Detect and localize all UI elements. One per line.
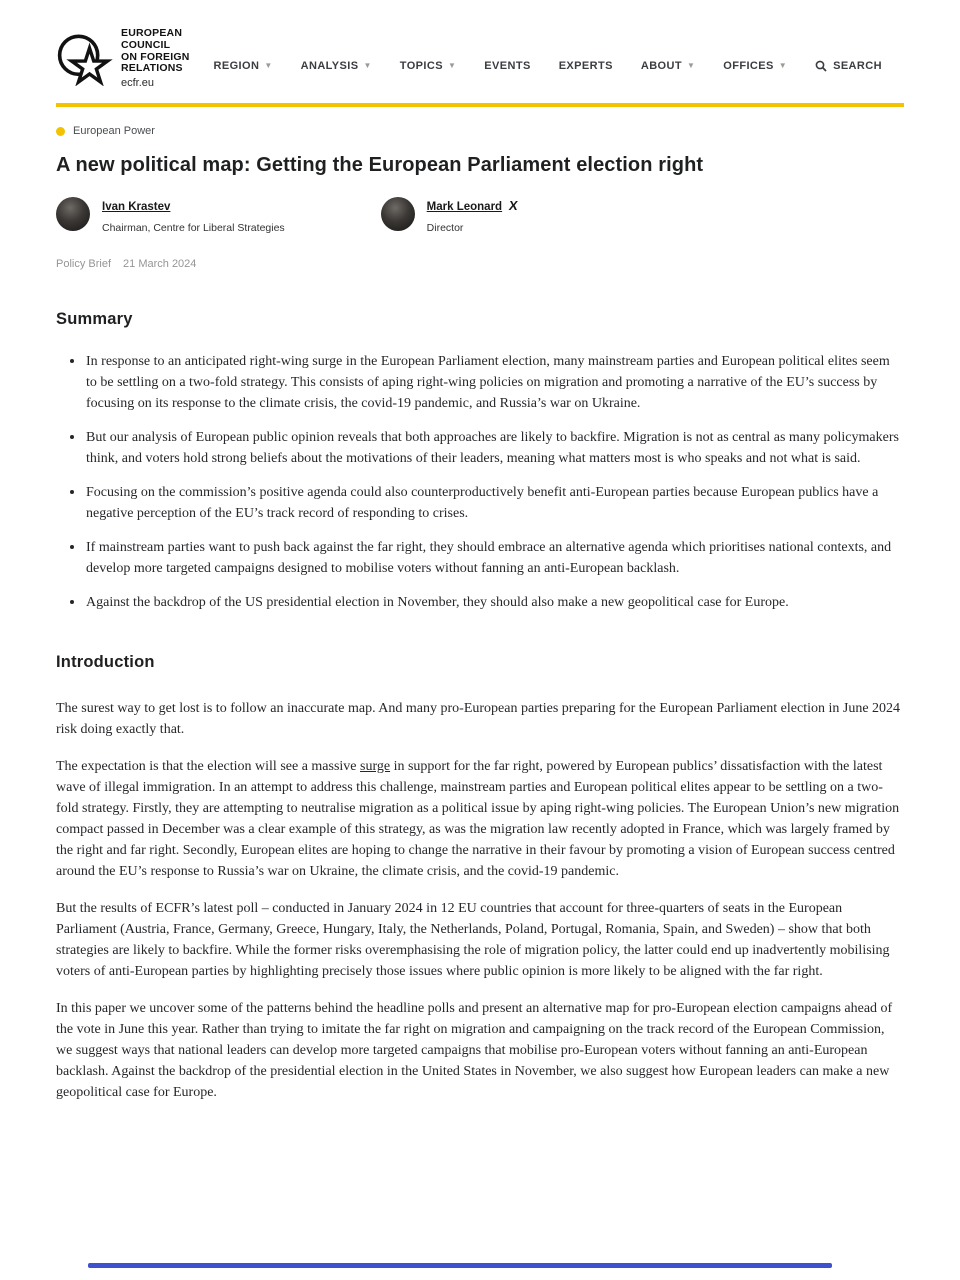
- nav-region[interactable]: [214, 60, 273, 72]
- chevron-down-icon: ▼: [686, 61, 696, 70]
- paragraph-text: The expectation is that the election will see a massive: [56, 759, 361, 774]
- summary-bullet: But our analysis of European public opinion reveals that both approaches are likely to backfire. Migration is not as central as many policymakers think, and voters hold strong beliefs about the motivations of their leaders, meaning what matters most is who speaks and not what is said.: [56, 427, 904, 469]
- logo-line: RELATIONS: [121, 62, 183, 75]
- surge-link[interactable]: surge: [360, 759, 391, 774]
- summary-bullet: If mainstream parties want to push back against the far right, they should embrace an alternative agenda which prioritises national contexts, and develop more targeted campaigns designed to mobilise voters without fanning an anti-European backlash.: [56, 537, 904, 579]
- chevron-down-icon: ▼: [778, 61, 788, 70]
- nav-label: EXPERTS: [558, 60, 613, 72]
- summary-list: [56, 351, 904, 613]
- paragraph-text: in support for the far right, powered by European publics’ dissatisfaction with the latest wave of illegal immigration. In an attempt to address this challenge, mainstream parties and European political elites appear to be settling on a two-fold strategy. Firstly, they are attempting to neutralise migration as a political issue by aping right-wing policies. The European Union’s new migration compact passed in December was a clear example of this strategy, as was the migration law recently adopted in France, which was largely framed by the right and far right. Secondly, European elites are hoping to change the narrative in their favour by promoting a vision of European success centred around the EU’s response to Russia’s war on Ukraine, the climate crisis, and the covid-19 pandemic.: [56, 759, 900, 879]
- summary-bullet: Against the backdrop of the US presidential election in November, they should also make a new geopolitical case for Europe.: [56, 592, 904, 613]
- nav-label: OFFICES: [723, 60, 774, 72]
- category-dot-icon: [56, 127, 65, 136]
- intro-paragraph: In this paper we uncover some of the patterns behind the headline polls and present an alternative map for pro-European election campaigns ahead of the vote in June this year. Rather than trying to imitate the far right on migration and campaigning on the track record of the European Commission, we suggest ways that national leaders can develop more targeted campaigns that mobilise pro-European voters without fanning an anti-European backlash. Against the backdrop of the presidential election in the United States in November, we also suggest how European leaders can make a new geopolitical case for Europe.: [56, 1001, 893, 1100]
- author-role: Chairman, Centre for Liberal Strategies: [102, 222, 285, 234]
- accent-bar: [56, 103, 904, 107]
- author-name-link[interactable]: Mark Leonard: [426, 201, 503, 213]
- nav-label: TOPICS: [399, 60, 443, 72]
- search-icon: [815, 60, 827, 72]
- intro-paragraph: The surest way to get lost is to follow an inaccurate map. And many pro-European parties preparing for the European Parliament election in June 2024 risk doing exactly that.: [56, 701, 901, 737]
- article-title: A new political map: Getting the European Parliament election right: [56, 154, 704, 176]
- author-avatar[interactable]: [381, 197, 415, 231]
- nav-search[interactable]: [815, 60, 882, 72]
- nav-label: EVENTS: [484, 60, 531, 72]
- intro-paragraph: But the results of ECFR’s latest poll – conducted in January 2024 in 12 EU countries that account for three-quarters of seats in the European Parliament (Austria, France, Germany, Greece, Hungary, Italy, the Netherlands, Poland, Portugal, Romania, Spain, and Sweden) – show that both strategies are likely to backfire. While the former risks overemphasising the role of migration policy, the latter could end up inadvertently mobilising voters of anti-European parties by highlighting precisely those issues where public opinion is more likely to be aligned with the far right.: [56, 901, 890, 979]
- chevron-down-icon: ▼: [264, 61, 273, 70]
- nav-label: SEARCH: [833, 60, 882, 72]
- logo-domain: ecfr.eu: [121, 77, 155, 89]
- authors-row: [56, 197, 904, 234]
- ecfr-logo[interactable]: [56, 28, 190, 89]
- nav-label: ANALYSIS: [300, 60, 359, 72]
- nav-offices[interactable]: [723, 60, 787, 72]
- article: [0, 125, 960, 1103]
- introduction-heading: Introduction: [56, 653, 155, 671]
- author-card: [381, 197, 518, 234]
- logo-text: [121, 28, 190, 89]
- summary-bullet: In response to an anticipated right-wing surge in the European Parliament election, many mainstream parties and European political elites seem to be settling on a two-fold strategy. This consists of aping right-wing policies on migration and promoting a narrative of the EU’s success by focusing on its response to the climate crisis, the covid-19 pandemic, and Russia’s war on Ukraine.: [56, 351, 904, 414]
- article-meta: [56, 258, 904, 270]
- category-tag[interactable]: [56, 125, 155, 137]
- nav-label: ABOUT: [640, 60, 682, 72]
- embedded-content-top-edge: [88, 1263, 832, 1268]
- nav-experts[interactable]: [559, 60, 613, 72]
- logo-line: ON FOREIGN: [121, 50, 190, 63]
- nav-events[interactable]: [484, 60, 530, 72]
- intro-paragraph: [56, 756, 904, 882]
- site-header: [0, 0, 960, 89]
- nav-analysis[interactable]: [301, 60, 372, 72]
- category-label: European Power: [73, 125, 155, 137]
- x-social-icon[interactable]: X: [508, 198, 519, 213]
- nav-label: REGION: [213, 60, 260, 72]
- author-card: [56, 197, 285, 234]
- author-info: [102, 197, 285, 234]
- content-type-label: Policy Brief: [56, 258, 112, 270]
- author-info: [427, 197, 518, 234]
- author-role: Director: [426, 222, 464, 234]
- nav-topics[interactable]: [400, 60, 456, 72]
- ecfr-star-icon: [56, 30, 114, 86]
- nav-about[interactable]: [641, 60, 695, 72]
- logo-wordmark: [121, 28, 190, 75]
- summary-heading: Summary: [56, 310, 133, 328]
- author-name-link[interactable]: Ivan Krastev: [102, 201, 171, 213]
- logo-line: EUROPEAN: [121, 27, 183, 39]
- author-avatar[interactable]: [56, 197, 90, 231]
- main-nav: [214, 60, 882, 72]
- publish-date: 21 March 2024: [123, 258, 197, 270]
- logo-line: COUNCIL: [121, 38, 171, 51]
- summary-bullet: Focusing on the commission’s positive agenda could also counterproductively benefit anti-European parties because European publics have a negative perception of the EU’s track record of responding to crises.: [56, 482, 904, 524]
- chevron-down-icon: ▼: [447, 61, 457, 70]
- chevron-down-icon: ▼: [363, 61, 372, 70]
